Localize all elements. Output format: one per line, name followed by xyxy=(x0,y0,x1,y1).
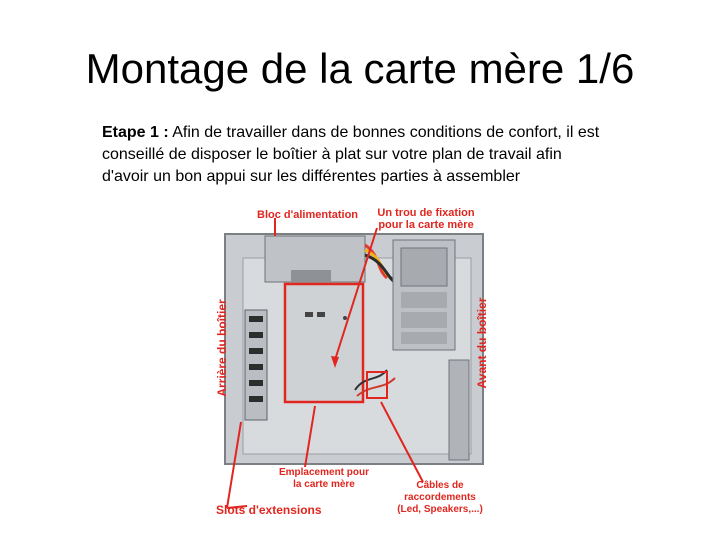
label-bloc-alimentation: Bloc d'alimentation xyxy=(257,209,359,221)
step-description xyxy=(102,122,602,188)
slide-title: Montage de la carte mère 1/6 xyxy=(85,45,635,92)
label-cables-raccordements xyxy=(392,480,488,516)
label-slots-extensions: Slots d'extensions xyxy=(216,503,322,517)
label-cables-line3: (Led, Speakers,...) xyxy=(397,504,483,515)
label-emplacement-line2: la carte mère xyxy=(293,479,355,490)
label-cables-line2: raccordements xyxy=(404,492,476,503)
label-trou-fixation xyxy=(370,207,482,231)
step-label: Etape 1 : xyxy=(102,124,169,141)
label-emplacement-carte-mere xyxy=(268,467,380,491)
label-arriere-text: Arrière du boîtier xyxy=(215,298,229,397)
label-emplacement-line1: Emplacement pour xyxy=(278,467,370,478)
label-trou-fixation-line2: pour la carte mère xyxy=(378,219,474,231)
label-cables-line1: Câbles de xyxy=(416,480,464,491)
step-text: Afin de travailler dans de bonnes conditions de confort, il est conseillé de disposer le boîtier à plat sur votre plan de travail afin d'avoir un bon appui sur les différentes parties à assembler xyxy=(102,124,600,185)
label-avant-text: Avant du boîtier xyxy=(475,297,489,388)
label-avant-boitier xyxy=(472,285,492,400)
label-trou-fixation-line1: Un trou de fixation xyxy=(377,207,475,219)
label-arriere-boitier xyxy=(212,285,232,410)
